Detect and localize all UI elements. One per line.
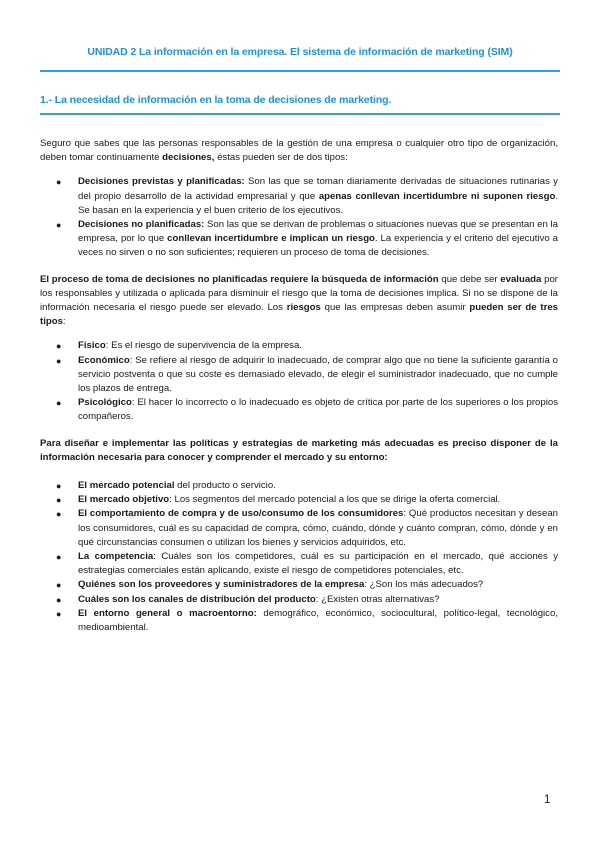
intro-paragraph: Seguro que sabes que las personas responsables de la gestión de una empresa o cualquier otro tipo de organización, deben tomar continuamente decisiones, éstas pueden ser de dos tipos: (40, 138, 558, 164)
bullet-icon: ● (56, 608, 62, 619)
list-item: ● Quiénes son los proveedores y suministradores de la empresa: ¿Son los más adecuados? (40, 578, 558, 592)
bullet-icon: ● (56, 580, 62, 591)
bullet-icon: ● (56, 341, 62, 352)
marketing-paragraph: Para diseñar e implementar las políticas y estrategias de marketing más adecuadas es preciso disponer de la información necesaria para conocer y comprender el mercado y su entorno: (40, 437, 558, 463)
bullet-icon: ● (56, 398, 62, 409)
unit-header: UNIDAD 2 La información en la empresa. El sistema de información de marketing (SIM) (87, 46, 513, 58)
list-item: ● Decisiones no planificadas: Son las que se derivan de problemas o situaciones nuevas que se presentan en la empresa, por lo que conllevan incertidumbre e implican un riesgo. La experiencia y el criterio del ejecutivo a veces no sirven o no son suficientes; requieren un proceso de toma de decisiones. (56, 219, 559, 259)
risk-types-list (40, 339, 558, 424)
bullet-icon: ● (56, 177, 62, 188)
header-divider (40, 70, 560, 72)
bullet-icon: ● (56, 594, 62, 605)
bullet-icon: ● (56, 509, 62, 520)
bullet-icon: ● (56, 481, 62, 492)
bullet-icon: ● (56, 355, 62, 366)
list-item: ● El mercado potencial del producto o servicio. (40, 479, 558, 493)
list-item: ● El entorno general o macroentorno: demográfico, económico, sociocultural, político-legal, tecnológico, medioambiental. (56, 607, 558, 634)
decision-types-list (40, 175, 558, 260)
body-content (40, 137, 558, 635)
section-title: 1.- La necesidad de información en la toma de decisiones de marketing. (40, 94, 392, 106)
list-item: ● Económico: Se refiere al riesgo de adquirir lo inadecuado, de comprar algo que no tiene la suficiente garantía o servicio postventa o que su coste es demasiado elevado, de elegir el suministrador inadecuado, que no cumple los plazos de entrega. (56, 354, 558, 395)
list-item: ● La competencia: Cuáles son los competidores, cuál es su participación en el mercado, qué acciones y estrategias comerciales están aplicando, existe el riesgo de competidores potenciales, etc. (56, 551, 559, 577)
section-divider (40, 113, 560, 115)
bullet-icon: ● (56, 220, 62, 231)
list-item: ● El mercado objetivo: Los segmentos del mercado potencial a los que se dirige la oferta comercial. (40, 493, 558, 507)
bullet-icon: ● (56, 552, 62, 563)
process-paragraph: El proceso de toma de decisiones no planificadas requiere la búsqueda de información que debe ser evaluada por los responsables y utilizada o aplicada para disminuir el riesgo que la toma de decisiones implica. Si no se dispone de la información necesaria el riesgo puede ser elevado. Los riesgos que las empresas deben asumir pueden ser de tres tipos: (40, 273, 558, 328)
market-info-list (40, 479, 558, 635)
page-number: 1 (544, 794, 551, 806)
list-item: ● Cuáles son los canales de distribución del producto: ¿Existen otras alternativas? (40, 593, 558, 607)
list-item: ● Psicológico: El hacer lo incorrecto o lo inadecuado es objeto de crítica por parte de los superiores o los propios compañeros. (56, 397, 558, 423)
list-item: ● Decisiones previstas y planificadas: Son las que se toman diariamente derivadas de situaciones rutinarias y del propio desarrollo de la actividad empresarial y que apenas conllevan incertidumbre ni suponen riesgo. Se basan en la experiencia y el buen criterio de los ejecutivos. (56, 176, 558, 216)
list-item: ● El comportamiento de compra y de uso/consumo de los consumidores: Qué productos necesitan y desean los consumidores, cuál es su capacidad de compra, cómo, cuándo, dónde y cuánto compran, cómo, dónde y en qué circunstancias consumen o utilizan los bienes y servicios adquiridos, etc. (56, 508, 558, 548)
list-item: ● Físico: Es el riesgo de supervivencia de la empresa. (40, 339, 558, 353)
bullet-icon: ● (56, 495, 62, 506)
